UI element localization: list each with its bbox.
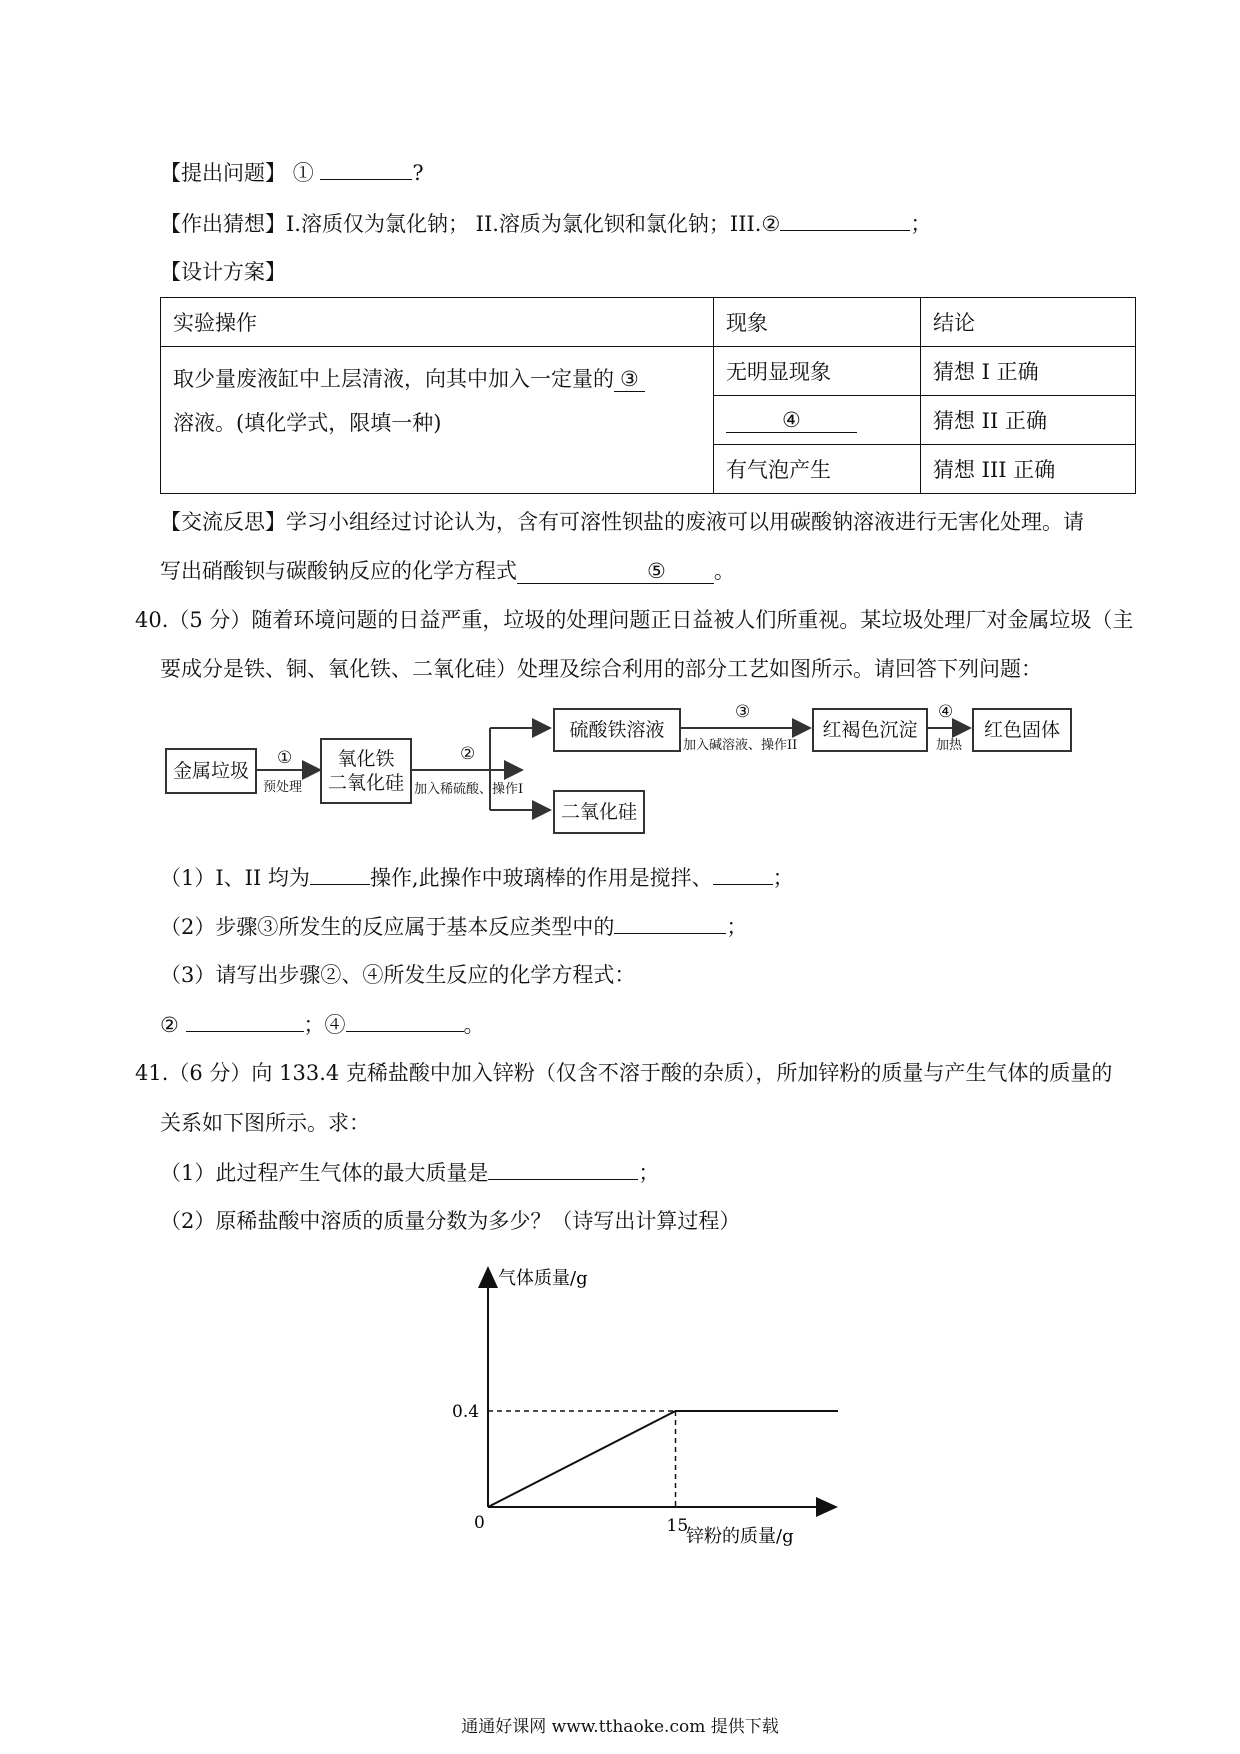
phenomenon-cell: 无明显现象 xyxy=(714,347,921,396)
step-2-label: 加入稀硫酸、操作I xyxy=(414,782,524,797)
q41-sub-2: （2）原稀盐酸中溶质的质量分数为多少？（诗写出计算过程） xyxy=(160,1209,741,1233)
operation-cell: 取少量废液缸中上层清液，向其中加入一定量的 ③ 溶液。(填化学式，限填一种) xyxy=(161,347,714,494)
ask-question-line: 【提出问题】 ① ? xyxy=(160,157,424,188)
flow-box-silica: 二氧化硅 xyxy=(553,790,645,834)
page-footer: 通通好课网 www.tthaoke.com 提供下载 xyxy=(461,1717,779,1737)
step-4-number: ④ xyxy=(938,702,954,722)
y-axis-label: 气体质量/g xyxy=(498,1268,588,1289)
equation-blank[interactable]: ⑤ xyxy=(517,559,714,584)
max-gas-mass-blank[interactable] xyxy=(488,1157,638,1180)
flow-box-red-solid: 红色固体 xyxy=(972,708,1072,752)
ask-question-blank[interactable] xyxy=(320,157,412,180)
ask-question-number: ① xyxy=(292,161,314,185)
q40-sub-2: （2）步骤③所发生的反应属于基本反应类型中的 ； xyxy=(160,911,747,942)
hypothesis-label: 【作出猜想】 xyxy=(160,212,286,236)
series-line xyxy=(488,1411,838,1507)
conclusion-cell: 猜想 II 正确 xyxy=(921,396,1136,445)
q41-stem-line-1: 41.（6 分）向 133.4 克稀盐酸中加入锌粉（仅含不溶于酸的杂质），所加锌粉的质量与产生气体的质量的 xyxy=(135,1061,1113,1085)
header-phenomenon: 现象 xyxy=(714,298,921,347)
hypothesis-line: 【作出猜想】I.溶质仅为氯化钠； II.溶质为氯化钡和氯化钠；III.② ； xyxy=(160,208,931,239)
step-1-label: 预处理 xyxy=(263,780,303,795)
flow-box-metal-waste: 金属垃圾 xyxy=(165,748,257,794)
reflection-label: 【交流反思】 xyxy=(160,510,286,534)
reaction-type-blank[interactable] xyxy=(614,911,726,934)
design-table-header xyxy=(161,298,1136,347)
glass-rod-blank[interactable] xyxy=(713,862,773,885)
conclusion-cell: 猜想 III 正确 xyxy=(921,445,1136,494)
flow-box-red-brown-precipitate: 红褐色沉淀 xyxy=(812,708,928,752)
step-4-label: 加热 xyxy=(936,738,963,753)
step-2-number: ② xyxy=(460,744,476,764)
design-table xyxy=(160,297,1136,494)
q41-stem-line-2: 关系如下图所示。求： xyxy=(160,1111,370,1135)
q40-sub-3-answers: ② ；④ 。 xyxy=(160,1009,485,1040)
phenomenon-cell: 有气泡产生 xyxy=(714,445,921,494)
x-axis-label: 锌粉的质量/g xyxy=(686,1526,794,1547)
ask-question-label: 【提出问题】 xyxy=(160,161,286,185)
header-operation: 实验操作 xyxy=(161,298,714,347)
design-plan-label: 【设计方案】 xyxy=(160,260,286,284)
step-1-number: ① xyxy=(277,748,293,768)
conclusion-cell: 猜想 I 正确 xyxy=(921,347,1136,396)
q40-sub-3: （3）请写出步骤②、④所发生反应的化学方程式： xyxy=(160,963,636,987)
equation-4-blank[interactable] xyxy=(346,1009,464,1032)
x-tick-label: 15 xyxy=(666,1516,689,1536)
hypothesis-blank[interactable] xyxy=(780,208,910,231)
origin-label: 0 xyxy=(474,1513,485,1533)
y-tick-label: 0.4 xyxy=(452,1402,480,1422)
operation-blank[interactable] xyxy=(310,862,370,885)
q40-stem-line-2: 要成分是铁、铜、氧化铁、二氧化硅）处理及综合利用的部分工艺如图所示。请回答下列问题： xyxy=(160,657,1042,681)
reagent-blank[interactable]: ③ xyxy=(614,367,645,392)
header-conclusion: 结论 xyxy=(921,298,1136,347)
reflection-line-2: 写出硝酸钡与碳酸钠反应的化学方程式 ⑤ 。 xyxy=(160,559,735,583)
q40-sub-1: （1）I、II 均为 操作,此操作中玻璃棒的作用是搅拌、 ； xyxy=(160,862,794,893)
flow-box-iron-oxide-silica: 氧化铁 二氧化硅 xyxy=(320,738,412,804)
process-flow-diagram xyxy=(160,700,1080,840)
gas-mass-chart xyxy=(440,1260,880,1580)
step-3-number: ③ xyxy=(735,702,751,722)
q41-sub-1: （1）此过程产生气体的最大质量是 ； xyxy=(160,1157,659,1188)
reflection-line-1: 【交流反思】学习小组经过讨论认为，含有可溶性钡盐的废液可以用碳酸钠溶液进行无害化处理。请 xyxy=(160,510,1084,534)
hypothesis-text: I.溶质仅为氯化钠； II.溶质为氯化钡和氯化钠；III.② xyxy=(286,212,781,236)
step-3-label: 加入碱溶液、操作II xyxy=(683,738,798,753)
phenomenon-blank-cell[interactable]: ④ xyxy=(714,396,921,445)
flow-box-iron-sulfate: 硫酸铁溶液 xyxy=(553,708,681,752)
equation-2-blank[interactable] xyxy=(186,1009,304,1032)
table-row xyxy=(161,347,1136,396)
q40-stem-line-1: 40.（5 分）随着环境问题的日益严重，垃圾的处理问题正日益被人们所重视。某垃圾处理厂对金属垃圾（主 xyxy=(135,608,1134,632)
